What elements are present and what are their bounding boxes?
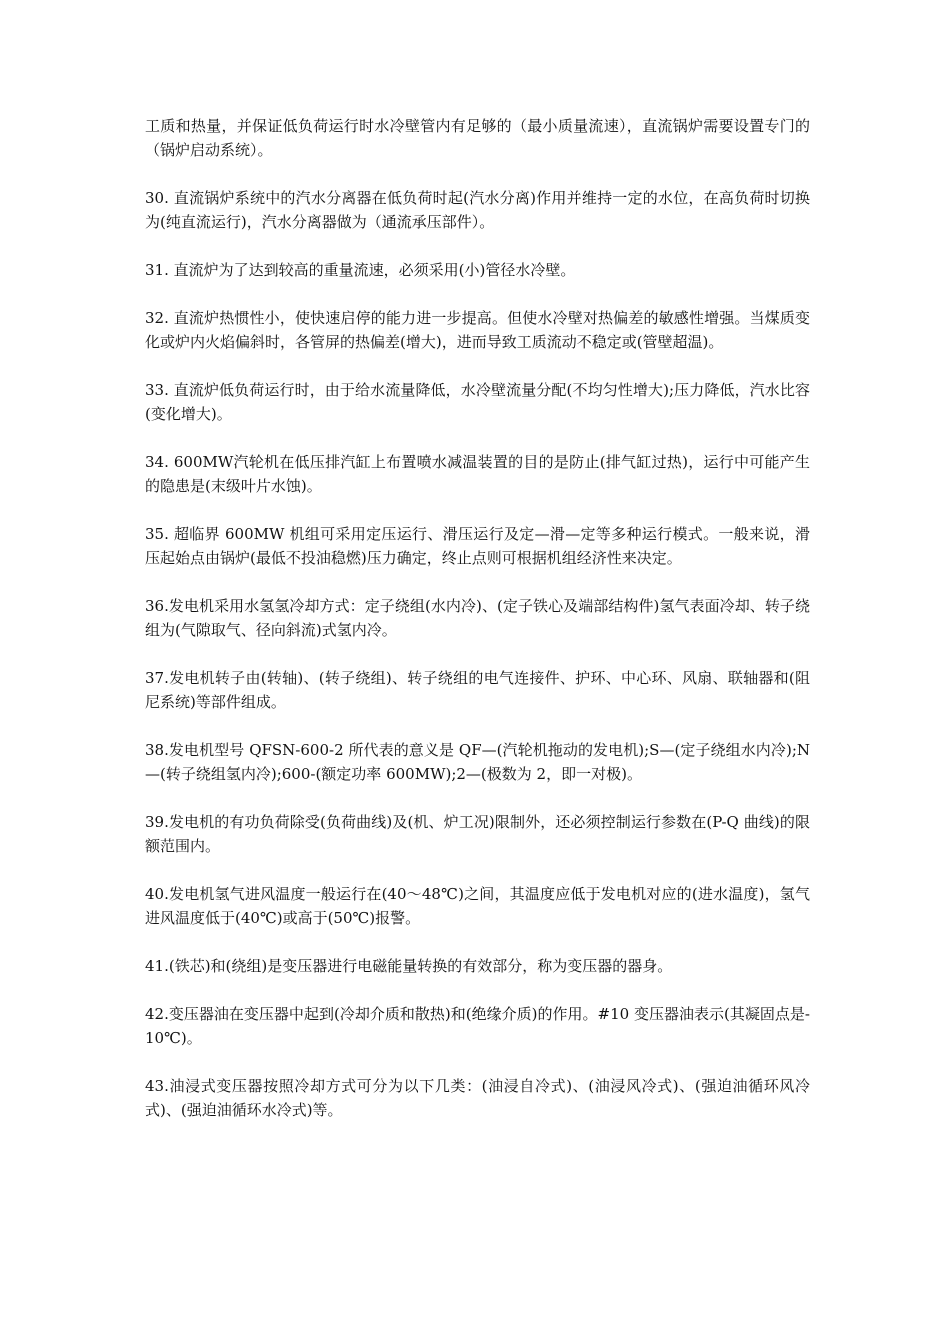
paragraph-41: 41.(铁芯)和(绕组)是变压器进行电磁能量转换的有效部分，称为变压器的器身。	[145, 957, 673, 975]
paragraph-42: 42.变压器油在变压器中起到(冷却介质和散热)和(绝缘介质)的作用。#10 变压器油表示(其凝固点是-10℃)。	[145, 1005, 810, 1047]
paragraph-37: 37.发电机转子由(转轴)、(转子绕组)、转子绕组的电气连接件、护环、中心环、风扇、联轴器和(阻尼系统)等部件组成。	[145, 669, 810, 711]
paragraph-31: 31. 直流炉为了达到较高的重量流速，必须采用(小)管径水冷壁。	[145, 261, 576, 279]
paragraph-29-continued: 工质和热量，并保证低负荷运行时水冷壁管内有足够的（最小质量流速），直流锅炉需要设置专门的（锅炉启动系统）。	[145, 117, 810, 159]
paragraph-33: 33. 直流炉低负荷运行时，由于给水流量降低，水冷壁流量分配(不均匀性增大);压力降低，汽水比容(变化增大)。	[145, 381, 810, 423]
paragraph-30: 30. 直流锅炉系统中的汽水分离器在低负荷时起(汽水分离)作用并维持一定的水位，在高负荷时切换为(纯直流运行)，汽水分离器做为（通流承压部件）。	[145, 189, 810, 231]
paragraph-32: 32. 直流炉热惯性小，使快速启停的能力进一步提高。但使水冷壁对热偏差的敏感性增强。当煤质变化或炉内火焰偏斜时，各管屏的热偏差(增大)，进而导致工质流动不稳定或(管壁超温)。	[145, 309, 810, 351]
paragraph-40: 40.发电机氢气进风温度一般运行在(40～48℃)之间，其温度应低于发电机对应的(进水温度)，氢气进风温度低于(40℃)或高于(50℃)报警。	[145, 885, 810, 927]
paragraph-34: 34. 600MW汽轮机在低压排汽缸上布置喷水减温装置的目的是防止(排气缸过热)，运行中可能产生的隐患是(末级叶片水蚀)。	[145, 453, 810, 495]
paragraph-35: 35. 超临界 600MW 机组可采用定压运行、滑压运行及定—滑—定等多种运行模式。一般来说，滑压起始点由锅炉(最低不投油稳燃)压力确定，终止点则可根据机组经济性来决定。	[145, 525, 810, 567]
paragraph-39: 39.发电机的有功负荷除受(负荷曲线)及(机、炉工况)限制外，还必须控制运行参数在(P-Q 曲线)的限额范围内。	[145, 813, 810, 855]
document-page	[145, 114, 810, 1146]
paragraph-43: 43.油浸式变压器按照冷却方式可分为以下几类：(油浸自冷式)、(油浸风冷式)、(强迫油循环风冷式)、(强迫油循环水冷式)等。	[145, 1077, 810, 1119]
paragraph-38: 38.发电机型号 QFSN-600-2 所代表的意义是 QF—(汽轮机拖动的发电机);S—(定子绕组水内冷);N—(转子绕组氢内冷);600-(额定功率 600MW);2—(极数为 2，即一对极)。	[145, 741, 810, 783]
paragraph-36: 36.发电机采用水氢氢冷却方式：定子绕组(水内冷)、(定子铁心及端部结构件)氢气表面冷却、转子绕组为(气隙取气、径向斜流)式氢内冷。	[145, 597, 810, 639]
